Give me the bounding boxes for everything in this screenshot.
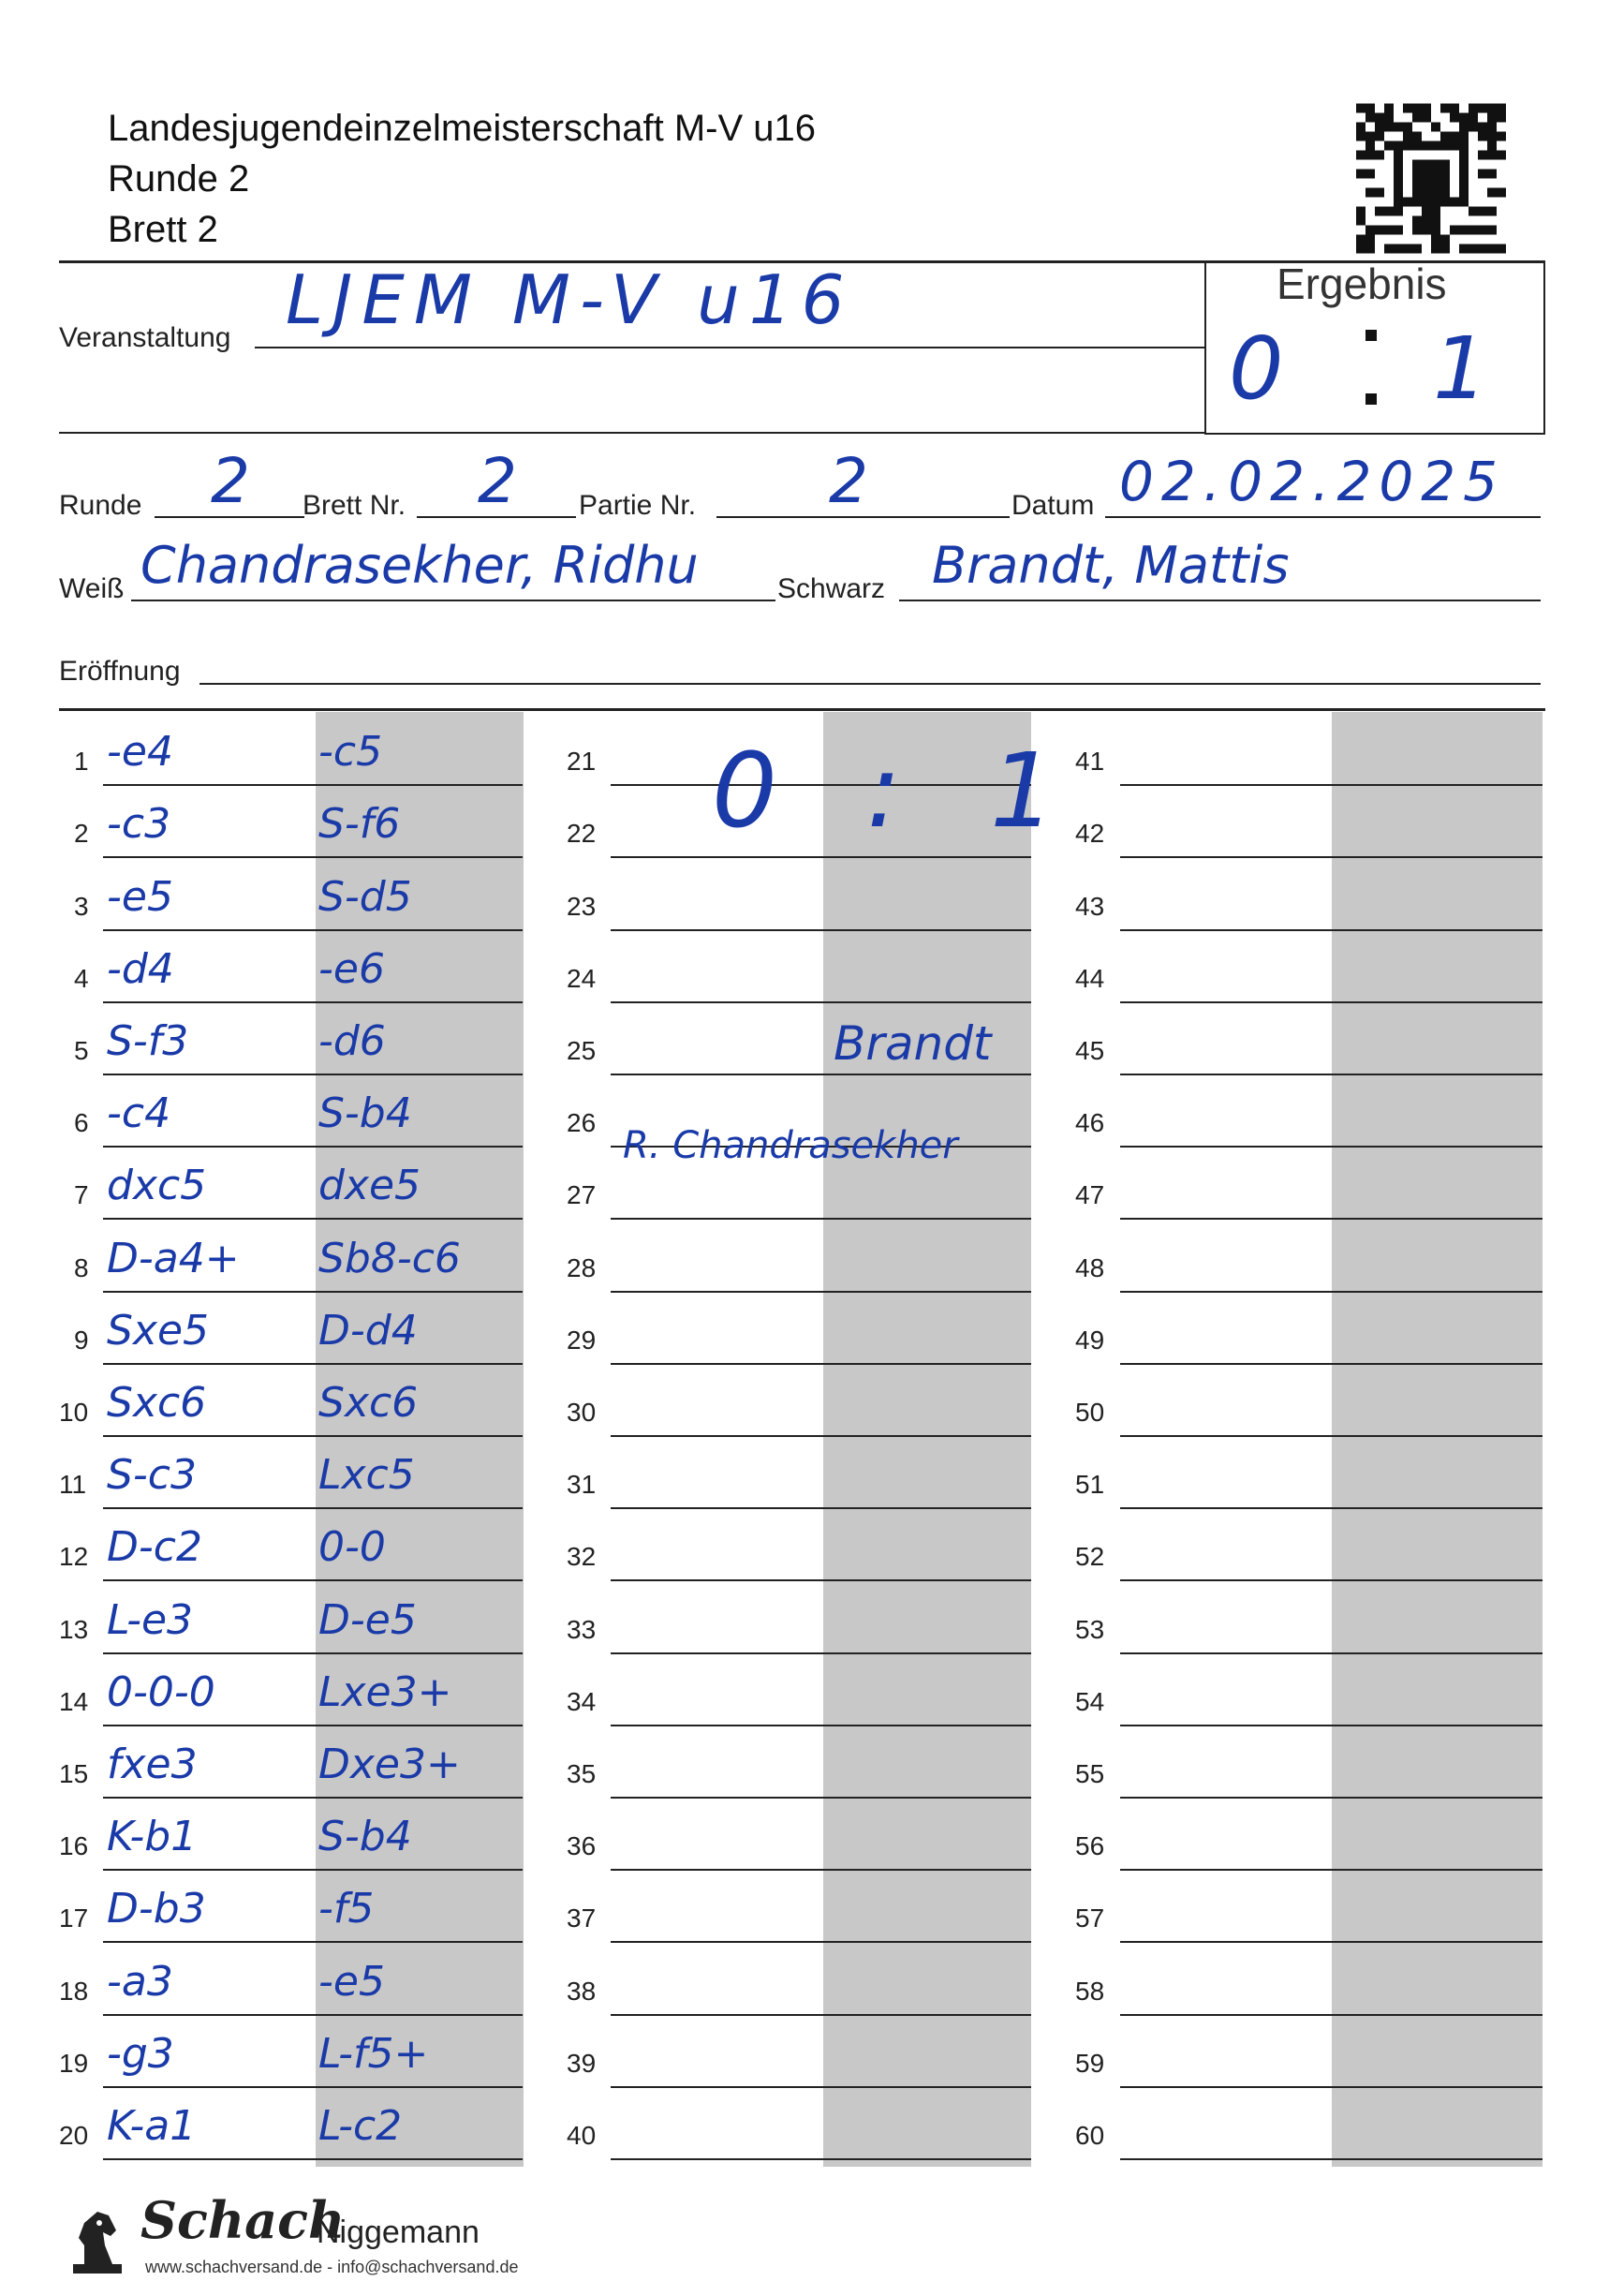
white-move-cell[interactable]: 0-0-0: [107, 1667, 215, 1716]
move-number: 49: [1075, 1325, 1105, 1355]
move-row-line: [1120, 2086, 1543, 2088]
move-row-line: [611, 1507, 1031, 1509]
opening-label: Eröffnung: [59, 656, 181, 687]
move-row-line: [103, 1435, 523, 1437]
move-row-line: [1120, 1507, 1543, 1509]
move-row-line: [611, 2086, 1031, 2088]
move-row-line: [103, 1652, 523, 1654]
move-number: 58: [1075, 1976, 1105, 2006]
black-move-cell[interactable]: Lxe3+: [318, 1667, 452, 1716]
result-white-value[interactable]: 0: [1229, 318, 1284, 419]
move-row-line: [1120, 1869, 1543, 1871]
move-row-line: [1120, 929, 1543, 931]
move-row-line: [1120, 1435, 1543, 1437]
black-move-cell[interactable]: -d6: [318, 1017, 386, 1065]
move-row-line: [1120, 1725, 1543, 1726]
move-row-line: [1120, 2014, 1543, 2016]
date-underline: [1105, 516, 1541, 518]
move-number: 18: [59, 1976, 89, 2006]
move-row-line: [1120, 1218, 1543, 1220]
move-number: 26: [567, 1108, 597, 1138]
move-number: 28: [567, 1252, 597, 1282]
move-row-line: [103, 2086, 523, 2088]
move-row-line: [103, 1507, 523, 1509]
move-number: 4: [74, 963, 89, 993]
move-number: 39: [567, 2048, 597, 2078]
move-row-line: [611, 1435, 1031, 1437]
black-move-cell[interactable]: -e6: [318, 944, 385, 993]
black-move-cell[interactable]: L-c2: [318, 2102, 403, 2150]
black-move-cell[interactable]: S-d5: [318, 872, 412, 921]
move-row-line: [1120, 1941, 1543, 1943]
move-number: 16: [59, 1831, 89, 1861]
scoresheet-result-note: 0 : 1: [712, 731, 1084, 851]
move-number: 20: [59, 2121, 89, 2150]
move-row-line: [611, 1797, 1031, 1799]
move-number: 40: [567, 2121, 597, 2150]
move-number: 38: [567, 1976, 597, 2006]
move-number: 8: [74, 1252, 89, 1282]
result-dot-top: [1365, 330, 1377, 341]
move-number: 29: [567, 1325, 597, 1355]
move-row-line: [611, 1001, 1031, 1003]
black-move-cell[interactable]: D-d4: [318, 1306, 418, 1355]
move-number: 3: [74, 891, 89, 921]
move-number: 52: [1075, 1542, 1105, 1572]
move-row-line: [103, 1291, 523, 1293]
white-player-value[interactable]: Chandrasekher, Ridhu: [140, 536, 699, 595]
move-row-line: [1120, 1652, 1543, 1654]
move-row-line: [611, 1941, 1031, 1943]
move-row-line: [1120, 1579, 1543, 1581]
white-move-cell[interactable]: K-a1: [107, 2102, 197, 2150]
black-move-cell[interactable]: Sb8-c6: [318, 1234, 461, 1282]
move-number: 13: [59, 1614, 89, 1644]
white-move-cell[interactable]: -g3: [107, 2029, 174, 2078]
brand-name: Niggemann: [317, 2215, 480, 2250]
black-move-cell[interactable]: 0-0: [318, 1523, 386, 1572]
white-move-cell[interactable]: -c3: [107, 800, 171, 849]
result-black-value[interactable]: 1: [1433, 318, 1488, 419]
white-move-cell[interactable]: D-a4+: [107, 1234, 240, 1282]
move-number: 57: [1075, 1903, 1105, 1933]
move-row-line: [611, 856, 1031, 858]
move-number: 53: [1075, 1614, 1105, 1644]
game-label: Partie Nr.: [579, 490, 697, 521]
move-number: 35: [567, 1759, 597, 1788]
move-row-line: [103, 929, 523, 931]
black-move-cell[interactable]: dxe5: [318, 1162, 421, 1210]
black-underline: [899, 600, 1541, 601]
white-signature: R. Chandrasekher: [623, 1124, 958, 1167]
move-number: 14: [59, 1686, 89, 1716]
move-row-line: [611, 1363, 1031, 1365]
qr-code-icon: [1356, 101, 1506, 256]
move-number: 43: [1075, 891, 1105, 921]
black-move-cell[interactable]: L-f5+: [318, 2029, 429, 2078]
move-row-line: [1120, 1291, 1543, 1293]
move-number: 59: [1075, 2048, 1105, 2078]
move-row-line: [1120, 1074, 1543, 1075]
black-move-cell[interactable]: -c5: [318, 728, 383, 777]
move-number: 31: [567, 1470, 597, 1500]
board-heading: Brett 2: [108, 209, 218, 250]
move-row-line: [103, 856, 523, 858]
event-label: Veranstaltung: [59, 322, 231, 353]
move-row-line: [103, 2014, 523, 2016]
board-value[interactable]: 2: [478, 445, 517, 517]
move-number: 44: [1075, 963, 1105, 993]
move-row-line: [103, 1869, 523, 1871]
move-number: 19: [59, 2048, 89, 2078]
move-row-line: [611, 1291, 1031, 1293]
move-number: 2: [74, 819, 89, 849]
white-move-cell[interactable]: -e5: [107, 872, 173, 921]
move-number: 27: [567, 1180, 597, 1210]
brand-logo-text: Schach: [140, 2190, 346, 2250]
move-number: 25: [567, 1036, 597, 1065]
event-divider: [59, 432, 1205, 434]
round-label: Runde: [59, 490, 142, 521]
move-row-line: [611, 1579, 1031, 1581]
move-row-line: [103, 1579, 523, 1581]
move-row-line: [1120, 856, 1543, 858]
move-row-line: [611, 929, 1031, 931]
white-move-cell[interactable]: L-e3: [107, 1595, 194, 1644]
tournament-title: Landesjugendeinzelmeisterschaft M-V u16: [108, 108, 816, 149]
opening-underline: [199, 683, 1541, 685]
move-row-line: [611, 1074, 1031, 1075]
black-move-cell[interactable]: -f5: [318, 1885, 375, 1933]
moves-top-divider: [59, 708, 1545, 711]
move-number: 24: [567, 963, 597, 993]
white-move-cell[interactable]: -c4: [107, 1089, 171, 1138]
black-label: Schwarz: [777, 573, 886, 604]
white-move-cell[interactable]: fxe3: [107, 1741, 198, 1788]
move-number: 33: [567, 1614, 597, 1644]
move-number: 45: [1075, 1036, 1105, 1065]
black-move-cell[interactable]: -e5: [318, 1957, 385, 2006]
move-row-line: [103, 2158, 523, 2160]
black-move-cell[interactable]: S-b4: [318, 1813, 412, 1861]
move-row-line: [611, 1725, 1031, 1726]
round-heading: Runde 2: [108, 158, 250, 200]
move-number: 7: [74, 1180, 89, 1210]
move-row-line: [103, 1001, 523, 1003]
move-row-line: [611, 1218, 1031, 1220]
result-dot-bottom: [1365, 393, 1377, 405]
date-label: Datum: [1011, 490, 1095, 521]
move-row-line: [611, 2014, 1031, 2016]
move-row-line: [103, 1725, 523, 1726]
black-move-cell[interactable]: D-e5: [318, 1595, 417, 1644]
move-row-line: [1120, 1363, 1543, 1365]
move-row-line: [103, 1797, 523, 1799]
move-number: 36: [567, 1831, 597, 1861]
white-move-cell[interactable]: dxc5: [107, 1162, 207, 1210]
black-move-cell[interactable]: Dxe3+: [318, 1741, 461, 1788]
move-number: 46: [1075, 1108, 1105, 1138]
white-move-cell[interactable]: D-c2: [107, 1523, 202, 1572]
event-underline: [255, 347, 1204, 348]
move-row-line: [103, 1074, 523, 1075]
white-move-cell[interactable]: K-b1: [107, 1813, 198, 1861]
move-row-line: [103, 1218, 523, 1220]
move-row-line: [103, 1146, 523, 1148]
move-row-line: [611, 1869, 1031, 1871]
move-row-line: [1120, 1146, 1543, 1148]
white-move-cell[interactable]: Sxc6: [107, 1379, 207, 1427]
result-label: Ergebnis: [1277, 259, 1447, 308]
move-number: 23: [567, 891, 597, 921]
move-number: 55: [1075, 1759, 1105, 1788]
black-move-cell[interactable]: S-f6: [318, 800, 401, 849]
move-row-line: [1120, 784, 1543, 786]
move-row-line: [1120, 2158, 1543, 2160]
black-move-cell[interactable]: S-b4: [318, 1089, 412, 1138]
move-number: 50: [1075, 1398, 1105, 1427]
board-label: Brett Nr.: [303, 490, 406, 521]
move-number: 15: [59, 1759, 89, 1788]
brand-contact: www.schachversand.de - info@schachversand.de: [145, 2258, 519, 2276]
move-number: 21: [567, 747, 597, 777]
white-underline: [131, 600, 775, 601]
white-move-cell[interactable]: Sxe5: [107, 1306, 210, 1355]
date-value[interactable]: 02.02.2025: [1119, 450, 1506, 513]
move-number: 22: [567, 819, 597, 849]
white-move-cell[interactable]: S-c3: [107, 1451, 197, 1500]
move-number: 60: [1075, 2121, 1105, 2150]
move-number: 51: [1075, 1470, 1105, 1500]
event-value[interactable]: LJEM M-V u16: [286, 260, 854, 339]
move-row-line: [103, 784, 523, 786]
move-number: 11: [59, 1470, 87, 1500]
move-number: 34: [567, 1686, 597, 1716]
move-number: 54: [1075, 1686, 1105, 1716]
move-number: 12: [59, 1542, 89, 1572]
move-number: 47: [1075, 1180, 1105, 1210]
white-label: Weiß: [59, 573, 125, 604]
white-move-cell[interactable]: -e4: [107, 728, 173, 777]
move-number: 5: [74, 1036, 89, 1065]
white-move-cell[interactable]: -d4: [107, 944, 174, 993]
move-number: 6: [74, 1108, 89, 1138]
move-row-line: [1120, 1797, 1543, 1799]
move-number: 9: [74, 1325, 89, 1355]
move-row-line: [611, 2158, 1031, 2160]
move-number: 1: [74, 747, 89, 777]
move-number: 32: [567, 1542, 597, 1572]
white-move-cell[interactable]: D-b3: [107, 1885, 206, 1933]
round-value[interactable]: 2: [211, 445, 250, 517]
move-number: 42: [1075, 819, 1105, 849]
move-number: 30: [567, 1398, 597, 1427]
move-number: 17: [59, 1903, 89, 1933]
move-row-line: [1120, 1001, 1543, 1003]
black-move-cell[interactable]: Lxc5: [318, 1451, 415, 1500]
white-move-cell[interactable]: S-f3: [107, 1017, 189, 1065]
move-row-line: [611, 1652, 1031, 1654]
move-number: 37: [567, 1903, 597, 1933]
white-move-cell[interactable]: -a3: [107, 1957, 173, 2006]
move-number: 56: [1075, 1831, 1105, 1861]
move-number: 10: [59, 1398, 89, 1427]
black-player-value[interactable]: Brandt, Mattis: [932, 536, 1290, 595]
move-number: 41: [1075, 747, 1105, 777]
move-row-line: [103, 1941, 523, 1943]
black-move-cell[interactable]: Sxc6: [318, 1379, 419, 1427]
move-number: 48: [1075, 1252, 1105, 1282]
game-value[interactable]: 2: [829, 445, 868, 517]
black-signature: Brandt: [834, 1016, 992, 1071]
chess-knight-logo-icon: [64, 2199, 131, 2278]
move-row-line: [103, 1363, 523, 1365]
